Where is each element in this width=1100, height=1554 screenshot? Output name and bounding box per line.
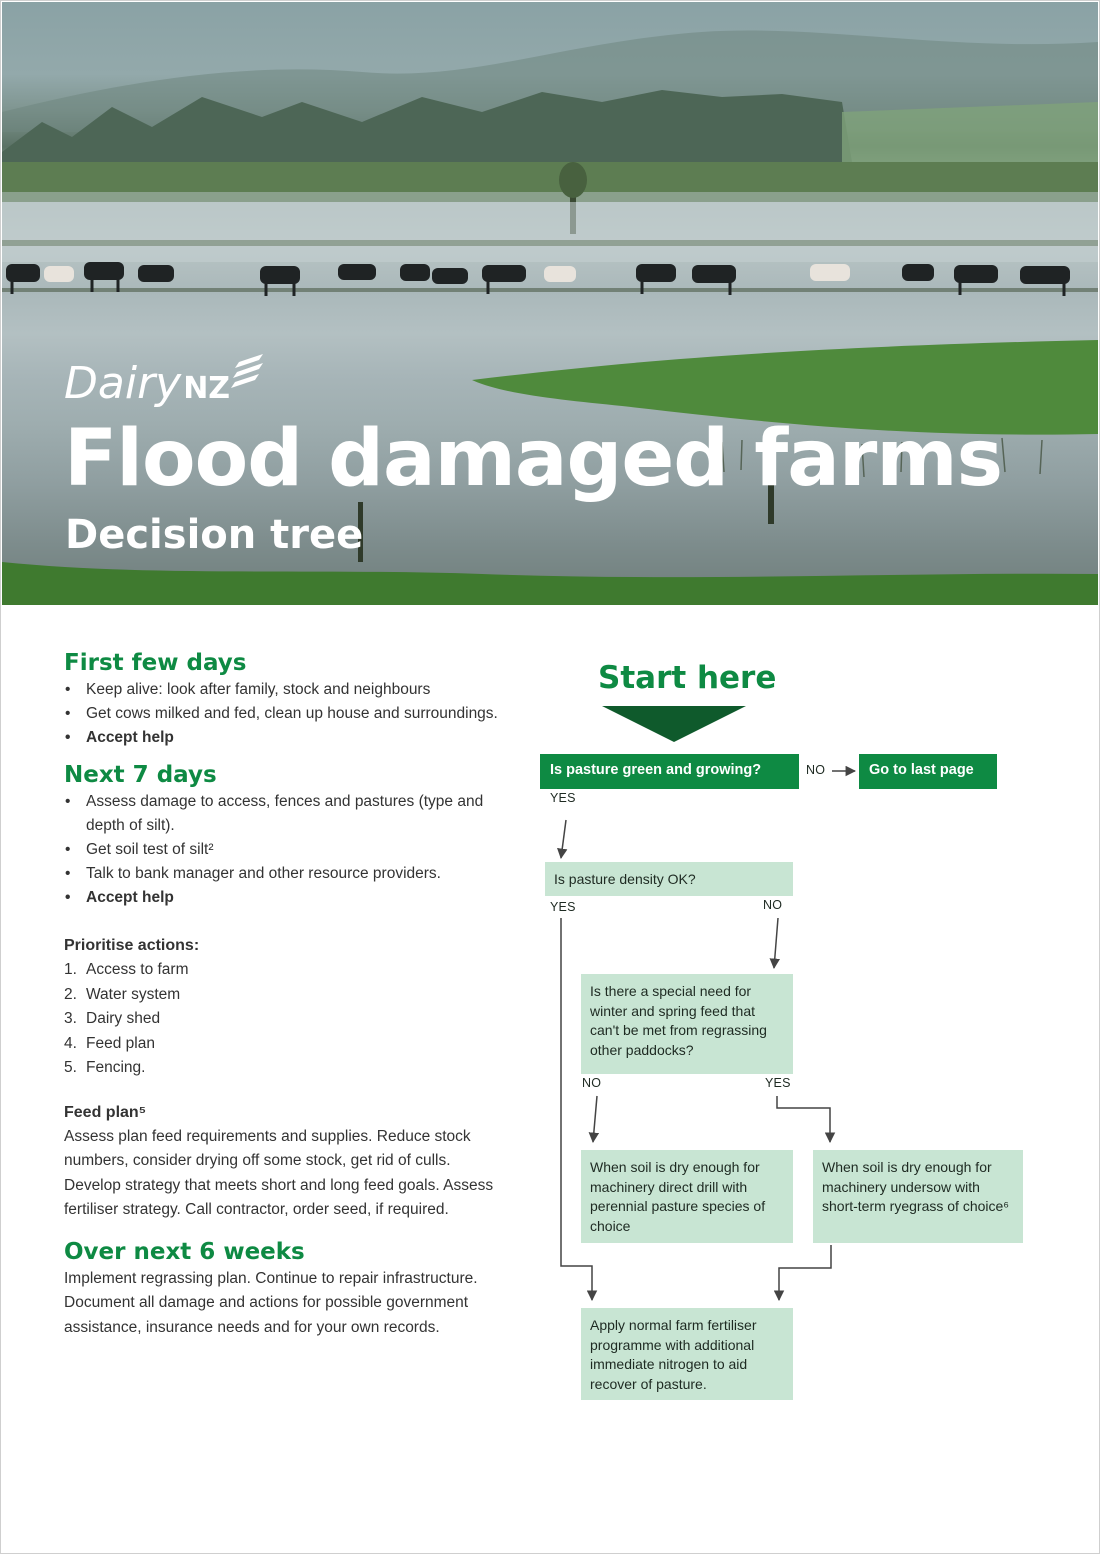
action-fertiliser: Apply normal farm fertiliser programme with additional immediate nitrogen to aid recover of pasture. [581,1308,793,1400]
section-heading: Next 7 days [64,762,217,788]
label-yes: YES [765,1076,791,1090]
connector-undersow-to-fertiliser [779,1245,831,1300]
start-here-label: Start here [598,660,777,696]
start-arrow-icon [602,706,746,742]
list-item: • Talk to bank manager and other resource providers. [64,862,504,886]
list-item: • Keep alive: look after family, stock and neighbours [64,678,504,702]
list-item: • Get soil test of silt² [64,838,504,862]
question-special-feed-need: Is there a special need for winter and spring feed that can't be met from regrassing other paddocks? [581,974,793,1074]
label-no: NO [806,763,826,777]
label-no: NO [582,1076,602,1090]
question-pasture-density: Is pasture density OK? [545,862,793,896]
sub-heading: Prioritise actions: [64,937,200,954]
section-heading: Over next 6 weeks [64,1238,305,1265]
connector-q3-yes [777,1096,830,1142]
list-item: 1. Access to farm [64,961,189,978]
paragraph: Implement regrassing plan. Continue to repair infrastructure. Document all damage and actions for possible government assistance, insurance needs and for your own records. [64,1269,478,1336]
connector-q2-no [774,918,778,968]
page-subtitle: Decision tree [65,512,364,558]
list-item: 5. Fencing. [64,1059,146,1076]
list-item: 2. Water system [64,985,181,1003]
list-item: • Get cows milked and fed, clean up house and surroundings. [64,702,504,726]
page-title: Flood damaged farms [64,414,1003,504]
label-yes: YES [550,900,576,914]
list-item: 3. Dairy shed [64,1010,161,1027]
section-heading: First few days [64,650,247,676]
list-item: • Accept help [64,886,504,910]
connector-q3-no [593,1096,597,1142]
paragraph: Assess plan feed requirements and supplies. Reduce stock numbers, consider drying off some stock, get rid of culls. Develop strategy that meets short and long feed goals. Assess fertiliser strategy. Call contractor, order seed, if required. [64,1127,494,1218]
question-pasture-green: Is pasture green and growing? [540,754,799,789]
list-item: 4. Feed plan [64,1034,155,1052]
connector-q1-yes [561,820,566,858]
logo-suffix: NZ [183,371,231,406]
label-yes: YES [550,791,576,805]
action-undersow: When soil is dry enough for machinery undersow with short-term ryegrass of choice⁶ [813,1150,1023,1243]
list-item: • Accept help [64,726,504,750]
logo-text: Dairy [64,358,182,409]
action-direct-drill: When soil is dry enough for machinery direct drill with perennial pasture species of choice [581,1150,793,1243]
list-item: • Assess damage to access, fences and pastures (type and depth of silt). [64,790,504,838]
sub-heading: Feed plan⁵ [64,1103,147,1121]
go-to-last-page: Go to last page [859,754,997,789]
label-no: NO [763,898,783,912]
